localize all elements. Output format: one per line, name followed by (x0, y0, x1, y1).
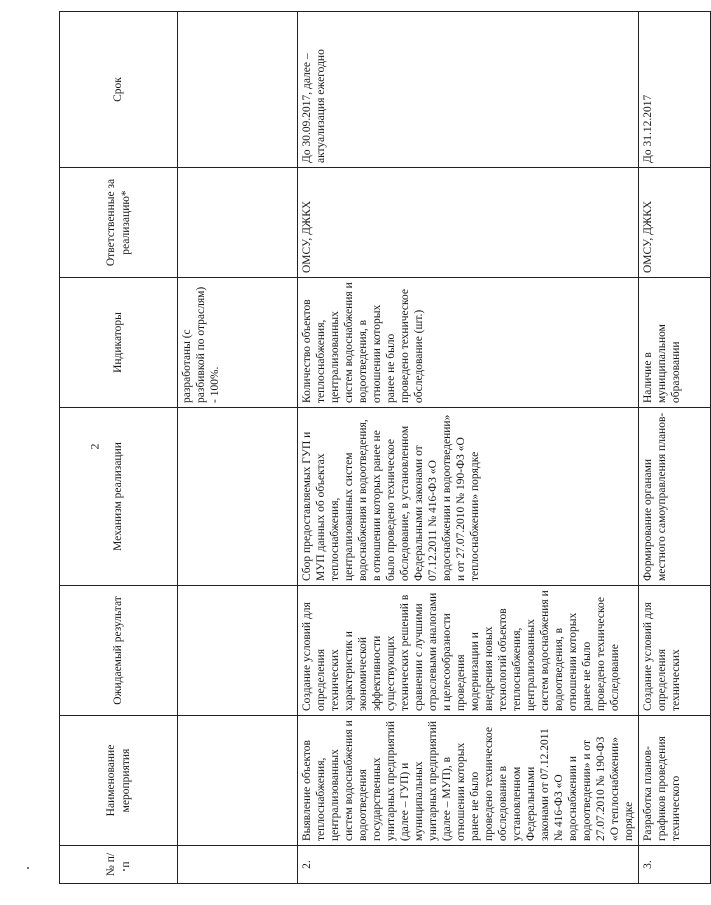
cell-empty (178, 408, 298, 586)
header-name: Наименование мероприятия (60, 716, 178, 846)
cell-result: Создание условий для определения технических характеристик и экономической эффективности существующих технических решений в сравнении с лучшими отраслевыми аналогами и целесообразности проведения модернизации и внедрения новых технологий объектов теплоснабжения, централизованных систем водоснабжения и водоотведения, в отношении которых ранее не было проведено техническое обследование (298, 586, 639, 716)
page-number: 2 (87, 443, 102, 450)
cell-mechanism: Формирование органами местного самоуправления планов- (639, 408, 711, 586)
continuation-row (178, 12, 298, 884)
cell-mechanism: Сбор предоставляемых ГУП и МУП данных об объектах теплоснабжения, централизованных систем водоснабжения и водоотведения, в отношении которых ранее не было проведено техническое обследование, в установленном Федеральными законами от 07.12.2011 № 416-ФЗ «О водоснабжении и водоотведении» и от 27.07.2010 № 190-ФЗ «О теплоснабжении» порядке (298, 408, 639, 586)
header-result: Ожидаемый результат (60, 586, 178, 716)
cell-term: До 30.09.2017, далее – актуализация ежегодно (298, 12, 639, 168)
cell-empty (178, 168, 298, 278)
cell-empty (178, 586, 298, 716)
cell-num: 3. (639, 846, 711, 884)
table-row (298, 12, 639, 884)
cell-indicators: Наличие в муниципальном образовании (639, 278, 711, 408)
cell-result: Создание условий для определения технических (639, 586, 711, 716)
header-indicators: Индикаторы (60, 278, 178, 408)
rotated-page (59, 12, 683, 884)
cell-responsible: ОМСУ, ДЖКХ (298, 168, 639, 278)
header-num: № п/п (60, 846, 178, 884)
cell-term: До 31.12.2017 (639, 12, 711, 168)
header-responsible: Ответственные за реализацию* (60, 168, 178, 278)
cell-empty (178, 846, 298, 884)
table-row (639, 12, 711, 884)
header-row (60, 12, 178, 884)
scan-speck (27, 867, 29, 869)
header-term: Срок (60, 12, 178, 168)
cell-name: Выявление объектов теплоснабжения, централизованных систем водоснабжения и водоотведения государственных унитарных предприятий (далее – ГУП) и муниципальных унитарных предприятий (далее – МУП), в отношении которых ранее не было проведено техническое обследование в установленном Федеральными законами от 07.12.2011 № 416-ФЗ «О водоснабжении и водоотведении» и от 27.07.2010 № 190-ФЗ «О теплоснабжении» порядке (298, 716, 639, 846)
cell-num: 2. (298, 846, 639, 884)
header-mechanism: Механизм реализации (60, 408, 178, 586)
cell-empty (178, 12, 298, 168)
cell-indicators: разработаны (с разбивкой по отраслям) - 100%. (178, 278, 298, 408)
cell-empty (178, 716, 298, 846)
cell-responsible: ОМСУ, ДЖКХ (639, 168, 711, 278)
measures-table (59, 11, 711, 884)
cell-indicators: Количество объектов теплоснабжения, централизованных систем водоснабжения и водоотведения, в отношении которых ранее не было проведено техническое обследование (шт.) (298, 278, 639, 408)
cell-name: Разработка планов-графиков проведения технического (639, 716, 711, 846)
